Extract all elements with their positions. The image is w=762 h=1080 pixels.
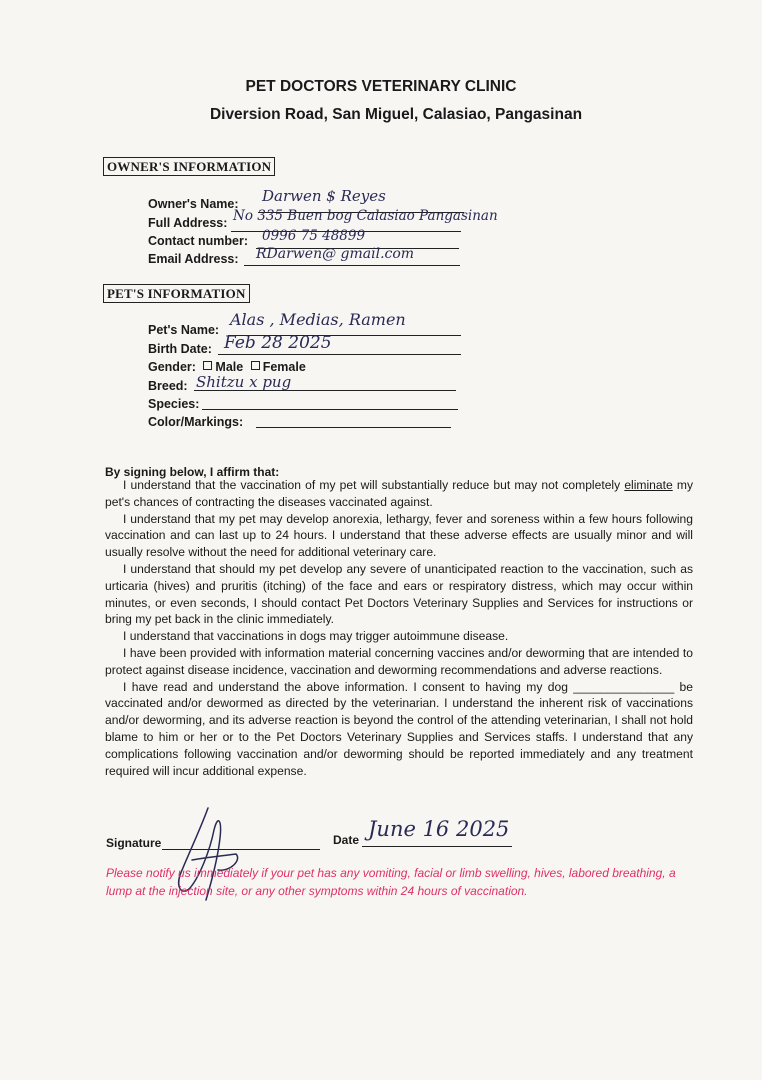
pet-species-line	[202, 409, 458, 410]
female-checkbox[interactable]	[251, 361, 260, 370]
pet-color-line	[256, 427, 451, 428]
female-label: Female	[262, 360, 306, 374]
pet-breed-value: Shitzu x pug	[196, 373, 292, 391]
affirmation-paragraph: I have read and understand the above information. I consent to having my dog _______________ be vaccinated and/or dewormed as directed by the veterinarian. I understand the inherent risk of vaccinations and/or deworming, and its adverse reaction is beyond the control of the attending veterinarian, I shall not hold blame to him or her or to the Pet Doctors Veterinary Supplies and Services staffs. I understand that any complications following vaccination and/or deworming should be reported immediately and any treatment required will incur additional expense.	[105, 679, 693, 778]
pet-birth-line	[218, 354, 461, 355]
affirmation-paragraph: I understand that my pet may develop anorexia, lethargy, fever and soreness within a few hours following vaccination and can last up to 24 hours. I understand that these adverse effects are usually minor and will usually resolve without the need for additional veterinary care.	[105, 511, 693, 560]
affirmation-body	[105, 477, 693, 779]
owner-section-title: OWNER'S INFORMATION	[103, 157, 275, 176]
affirmation-paragraph: I understand that vaccinations in dogs may trigger autoimmune disease.	[123, 629, 509, 644]
date-label: Date	[333, 833, 360, 847]
post-vaccination-notice: Please notify us immediately if your pet has any vomiting, facial or limb swelling, hives, labored breathing, a lump at the injection site, or any other symptoms within 24 hours of vaccination.	[106, 866, 676, 898]
affirmation-paragraph: I understand that should my pet develop any severe of unanticipated reaction to the vaccination, such as urticaria (hives) and pruritis (itching) of the face and ears or respiratory distress, which may occur within minutes, or even seconds, I should contact Pet Doctors Veterinary Supplies and Services for instructions or bring my pet back in the clinic immediately.	[105, 561, 693, 627]
pet-breed-label: Breed:	[148, 379, 188, 393]
pet-name-label: Pet's Name:	[148, 323, 220, 337]
affirmation-heading: By signing below, I affirm that:	[105, 465, 280, 479]
owner-email-value: RDarwen@ gmail.com	[256, 246, 415, 262]
signature-label: Signature	[106, 836, 162, 850]
owner-address-label: Full Address:	[148, 216, 228, 230]
date-value: June 16 2025	[368, 817, 510, 841]
affirmation-paragraph: I understand that the vaccination of my pet will substantially reduce but may not completely eliminate my pet's chances of contracting the diseases vaccinated against.	[105, 478, 693, 509]
pet-species-label: Species:	[148, 397, 200, 411]
affirmation-paragraph: I have been provided with information material concerning vaccines and/or deworming that are intended to protect against disease incidence, vaccination and deworming recommendations and adverse reactions.	[105, 645, 693, 677]
owner-name-value: Darwen $ Reyes	[262, 187, 386, 205]
male-label: Male	[215, 360, 244, 374]
owner-contact-value: 0996 75 48899	[262, 228, 366, 244]
pet-section-title: PET'S INFORMATION	[103, 284, 250, 303]
pet-gender-label: Gender:	[148, 360, 196, 374]
clinic-address: Diversion Road, San Miguel, Calasiao, Pangasinan	[209, 106, 583, 123]
owner-contact-label: Contact number:	[148, 234, 248, 248]
clinic-name: PET DOCTORS VETERINARY CLINIC	[245, 78, 517, 95]
pet-birth-value: Feb 28 2025	[224, 333, 332, 353]
pet-gender-row	[148, 360, 306, 374]
owner-email-label: Email Address:	[148, 252, 239, 266]
pet-name-value: Alas , Medias, Ramen	[230, 310, 406, 329]
owner-name-label: Owner's Name:	[148, 197, 239, 211]
pet-birth-label: Birth Date:	[148, 342, 212, 356]
date-line	[362, 846, 512, 847]
owner-email-line	[244, 265, 460, 266]
pet-color-label: Color/Markings:	[148, 415, 244, 429]
male-checkbox[interactable]	[203, 361, 212, 370]
owner-address-value: No 335 Buen bog Calasiao Pangasinan	[233, 208, 498, 224]
